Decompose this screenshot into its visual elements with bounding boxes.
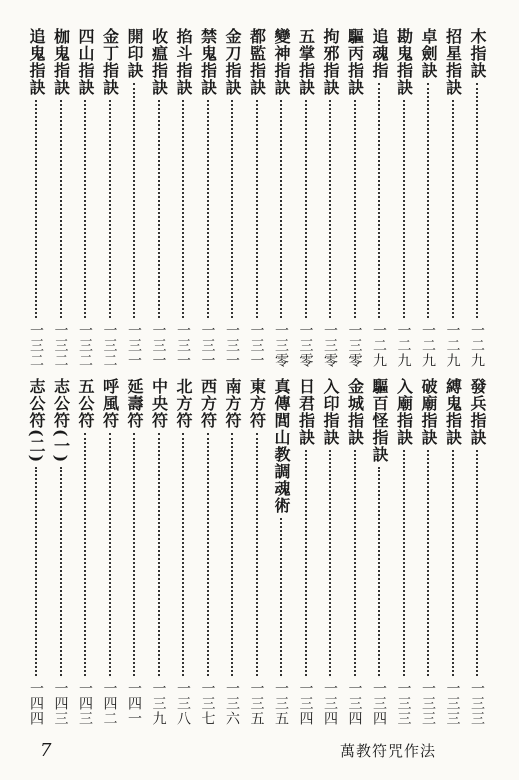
- leader-dots: [403, 100, 405, 318]
- toc-entry-title: 東方符: [247, 378, 267, 429]
- toc-entry-title: 拘邪指訣: [321, 28, 340, 96]
- leader-dots: [378, 467, 380, 676]
- leader-dots: [133, 83, 135, 318]
- toc-entry-title: 五公符: [76, 378, 95, 429]
- toc-entry-page: 一四二: [101, 681, 118, 726]
- toc-entry-title: 破廟指訣: [419, 378, 438, 446]
- toc-entry-title: 入廟指訣: [394, 378, 414, 446]
- toc-entry-title: 金城指訣: [345, 378, 365, 446]
- leader-dots: [452, 100, 454, 318]
- toc-entry: [99, 378, 121, 726]
- toc-entry-title: 金刀指訣: [223, 28, 242, 96]
- leader-dots: [84, 433, 86, 676]
- toc-entry: [25, 378, 47, 726]
- toc-entry: [74, 378, 96, 726]
- toc-entry-page: 一三三: [420, 681, 436, 726]
- toc-entry-page: 一三二: [77, 323, 93, 368]
- leader-dots: [109, 433, 111, 676]
- leader-dots: [207, 433, 209, 676]
- toc-entry-page: 一三一: [150, 323, 167, 368]
- toc-entry-title: 勘鬼指訣: [394, 28, 414, 96]
- toc-entry-title: 北方符: [174, 378, 193, 429]
- toc-entry-page: 一三一: [175, 323, 191, 368]
- toc-entry-page: 一三五: [248, 681, 265, 726]
- toc-entry: [295, 28, 317, 368]
- toc-entry: [319, 28, 341, 368]
- toc-entry-title: 入印指訣: [321, 378, 340, 446]
- leader-dots: [427, 83, 429, 318]
- toc-entry-title: 變神指訣: [272, 28, 291, 96]
- toc-entry: [393, 28, 415, 368]
- toc-entry-title: 掐斗指訣: [174, 28, 193, 96]
- toc-entry-title: 驅百怪指訣: [370, 378, 389, 463]
- toc-entry-page: 一三二: [101, 323, 118, 368]
- toc-entry: [148, 28, 170, 368]
- toc-entry: [466, 28, 488, 368]
- toc-entry-page: 一三三: [469, 681, 485, 726]
- toc-entry-page: 一三四: [346, 681, 363, 726]
- toc-entry: [344, 378, 366, 726]
- toc-entry: [246, 378, 268, 726]
- leader-dots: [427, 450, 429, 676]
- leader-dots: [84, 100, 86, 318]
- toc-entry: [368, 28, 390, 368]
- toc-entry-page: 一二九: [395, 323, 412, 368]
- toc-entry-page: 一三七: [199, 681, 216, 726]
- toc-entry: [442, 378, 464, 726]
- toc-entry-page: 一二九: [469, 323, 485, 368]
- leader-dots: [476, 450, 478, 676]
- toc-entry-page: 一三四: [297, 681, 314, 726]
- leader-dots: [60, 100, 62, 318]
- toc-entry-page: 一三四: [322, 681, 338, 726]
- toc-entry: [172, 28, 194, 368]
- toc-entry: [50, 28, 72, 368]
- leader-dots: [354, 450, 356, 676]
- toc-entry-page: 一四一: [126, 681, 142, 726]
- leader-dots: [207, 100, 209, 318]
- toc-entry-page: 一三零: [273, 323, 289, 368]
- toc-entry-page: 一三一: [199, 323, 216, 368]
- toc-entry-page: 一四三: [77, 681, 93, 726]
- toc-entry-page: 一三零: [346, 323, 363, 368]
- toc-entry: [246, 28, 268, 368]
- leader-dots: [109, 100, 111, 318]
- leader-dots: [35, 467, 37, 676]
- toc-entry: [123, 28, 145, 368]
- toc-entry-title: 呼風符: [100, 378, 120, 429]
- book-title: 萬教符咒作法: [340, 742, 437, 760]
- toc-entry-page: 一二九: [420, 323, 436, 368]
- toc-entry-title: 志公符(二): [27, 378, 46, 464]
- toc-entry: [197, 378, 219, 726]
- toc-entry-title: 金丁指訣: [100, 28, 120, 96]
- toc-entry-page: 一三二: [28, 323, 44, 368]
- toc-entry-page: 一三二: [52, 323, 69, 368]
- leader-dots: [280, 518, 282, 676]
- toc-entry-title: 四山指訣: [76, 28, 95, 96]
- toc-entry-title: 都監指訣: [247, 28, 267, 96]
- leader-dots: [133, 433, 135, 676]
- leader-dots: [354, 100, 356, 318]
- leader-dots: [182, 433, 184, 676]
- leader-dots: [158, 100, 160, 318]
- toc-entry-title: 木指訣: [468, 28, 487, 79]
- toc-entry-title: 西方符: [198, 378, 218, 429]
- leader-dots: [60, 467, 62, 676]
- toc-entry-page: 一三八: [175, 681, 191, 726]
- toc-entry-title: 志公符(一): [51, 378, 71, 464]
- leader-dots: [280, 100, 282, 318]
- leader-dots: [305, 450, 307, 676]
- toc-entry-title: 驅丙指訣: [345, 28, 365, 96]
- toc-entry: [319, 378, 341, 726]
- leader-dots: [403, 450, 405, 676]
- toc-entry: [417, 378, 439, 726]
- leader-dots: [256, 100, 258, 318]
- toc-entry: [344, 28, 366, 368]
- leader-dots: [256, 433, 258, 676]
- toc-entry-page: 一四四: [28, 681, 44, 726]
- toc-entry-page: 一三零: [297, 323, 314, 368]
- leader-dots: [231, 100, 233, 318]
- toc-entry-title: 五掌指訣: [296, 28, 316, 96]
- toc-entry: [25, 28, 47, 368]
- toc-entry-page: 一四三: [52, 681, 69, 726]
- toc-entry-page: 一三零: [322, 323, 338, 368]
- toc-entry-title: 收瘟指訣: [149, 28, 169, 96]
- leader-dots: [378, 83, 380, 318]
- toc-entry-page: 一三九: [150, 681, 167, 726]
- toc-entry-title: 禁鬼指訣: [198, 28, 218, 96]
- toc-entry-title: 枷鬼指訣: [51, 28, 71, 96]
- toc-entry: [393, 378, 415, 726]
- toc-entry: [172, 378, 194, 726]
- toc-entry-title: 追魂指: [370, 28, 389, 79]
- toc-entry-title: 追鬼指訣: [27, 28, 46, 96]
- toc-entry-page: 一三三: [395, 681, 412, 726]
- leader-dots: [476, 83, 478, 318]
- toc-entry-page: 一三一: [224, 323, 240, 368]
- leader-dots: [158, 433, 160, 676]
- leader-dots: [305, 100, 307, 318]
- toc-entry-page: 一三三: [444, 681, 461, 726]
- toc-entry: [270, 378, 292, 726]
- toc-entry: [74, 28, 96, 368]
- toc-entry-title: 發兵指訣: [468, 378, 487, 446]
- toc-entry: [50, 378, 72, 726]
- leader-dots: [452, 450, 454, 676]
- toc-entry: [270, 28, 292, 368]
- leader-dots: [231, 433, 233, 676]
- toc-entry-page: 一三六: [224, 681, 240, 726]
- toc-entry: [123, 378, 145, 726]
- toc-entry-title: 真傳閭山教調魂術: [272, 378, 291, 514]
- toc-entry-page: 一三五: [273, 681, 289, 726]
- toc-entry: [99, 28, 121, 368]
- toc-entry-page: 一二九: [444, 323, 461, 368]
- toc-entry: [197, 28, 219, 368]
- toc-entry-page: 一三一: [248, 323, 265, 368]
- toc-entry-page: 一三一: [126, 323, 142, 368]
- toc-entry-title: 招星指訣: [443, 28, 463, 96]
- toc-entry: [295, 378, 317, 726]
- toc-entry-page: 一三四: [371, 681, 387, 726]
- leader-dots: [329, 450, 331, 676]
- toc-entry-title: 南方符: [223, 378, 242, 429]
- toc-entry: [466, 378, 488, 726]
- toc-entry: [368, 378, 390, 726]
- leader-dots: [182, 100, 184, 318]
- toc-entry: [417, 28, 439, 368]
- toc-entry-title: 中央符: [149, 378, 169, 429]
- toc-entry: [148, 378, 170, 726]
- leader-dots: [329, 100, 331, 318]
- toc-entry: [221, 378, 243, 726]
- toc-entry: [442, 28, 464, 368]
- toc-entry-title: 卓劍訣: [419, 28, 438, 79]
- toc-entry-title: 延壽符: [125, 378, 144, 429]
- page-number: 7: [40, 740, 52, 761]
- toc-entry: [221, 28, 243, 368]
- leader-dots: [35, 100, 37, 318]
- toc-entry-title: 縛鬼指訣: [443, 378, 463, 446]
- toc-entry-title: 日君指訣: [296, 378, 316, 446]
- toc-entry-page: 一二九: [371, 323, 387, 368]
- toc-entry-title: 開印訣: [125, 28, 144, 79]
